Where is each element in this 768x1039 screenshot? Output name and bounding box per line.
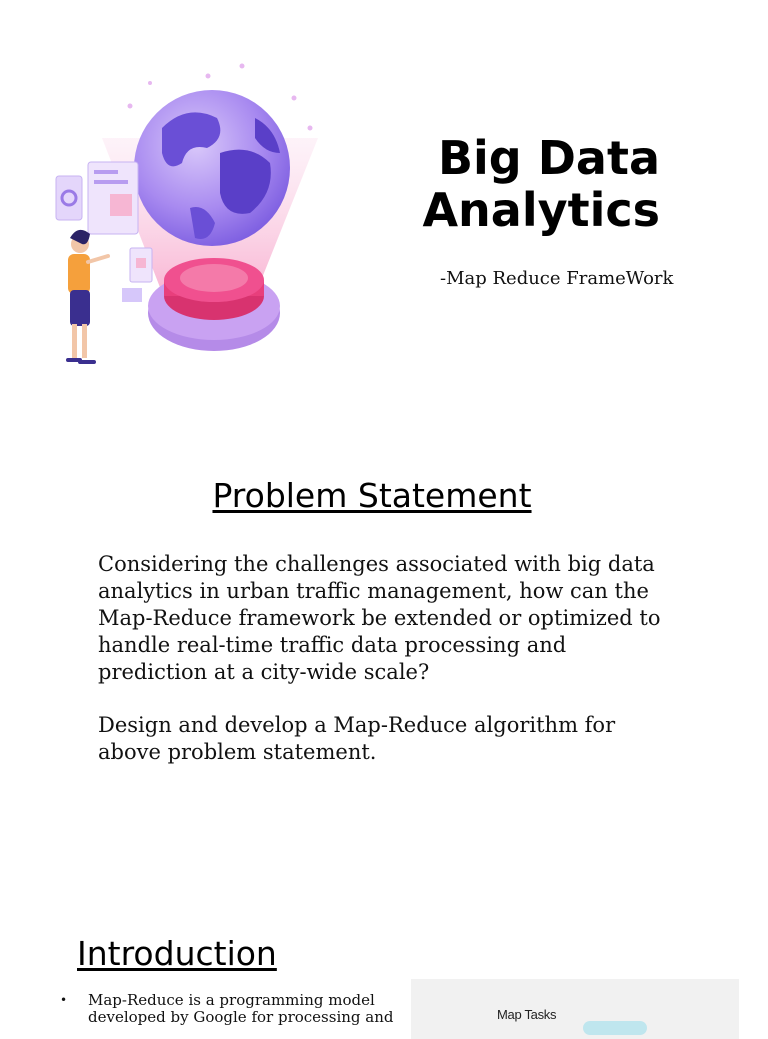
problem-statement-heading: Problem Statement (212, 476, 532, 515)
bullet-icon: • (60, 993, 68, 1007)
introduction-heading: Introduction (77, 934, 277, 973)
slide-subtitle: -Map Reduce FrameWork (440, 268, 674, 289)
slide-title (360, 132, 660, 236)
title-line-2: Analytics (422, 183, 660, 237)
hero-illustration (50, 58, 325, 368)
list-item (60, 992, 400, 1026)
mapreduce-diagram (411, 979, 739, 1039)
diagram-task-shape (583, 1021, 647, 1035)
problem-statement-body (98, 551, 678, 792)
diagram-label-map-tasks: Map Tasks (497, 1007, 557, 1022)
task-paragraph: Design and develop a Map-Reduce algorithm for above problem statement. (98, 713, 616, 764)
problem-paragraph: Considering the challenges associated with big data analytics in urban traffic management, how can the Map-Reduce framework be extended or optimized to handle real-time traffic data processing and prediction at a city-wide scale? (98, 552, 661, 684)
title-line-1: Big Data (437, 131, 660, 185)
bullet-text: Map-Reduce is a programming model developed by Google for processing and (88, 991, 394, 1026)
introduction-bullets (60, 992, 400, 1026)
